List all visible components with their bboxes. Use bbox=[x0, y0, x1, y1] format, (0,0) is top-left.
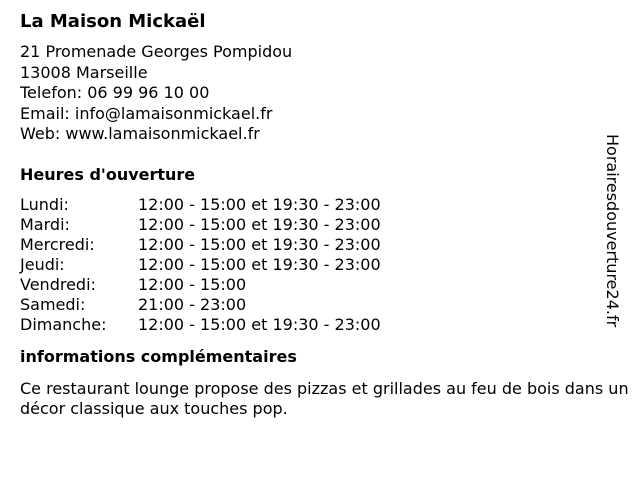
time-range: 21:00 - 23:00 bbox=[138, 294, 247, 314]
day-label: Dimanche: bbox=[20, 314, 107, 334]
hours-row-thursday bbox=[20, 255, 632, 275]
hours-row-sunday bbox=[20, 315, 632, 335]
opening-hours-table bbox=[20, 195, 632, 335]
day-label: Vendredi: bbox=[20, 274, 96, 294]
time-range: 12:00 - 15:00 et 19:30 - 23:00 bbox=[138, 194, 381, 214]
time-range: 12:00 - 15:00 et 19:30 - 23:00 bbox=[138, 254, 381, 274]
opening-hours-heading: Heures d'ouverture bbox=[20, 164, 196, 184]
contact-block bbox=[20, 42, 632, 145]
site-watermark: Horairesdouverture24.fr bbox=[603, 134, 622, 328]
hours-row-monday bbox=[20, 195, 632, 215]
time-range: 12:00 - 15:00 et 19:30 - 23:00 bbox=[138, 314, 381, 334]
website: Web: www.lamaisonmickael.fr bbox=[20, 124, 260, 143]
time-range: 12:00 - 15:00 bbox=[138, 274, 247, 294]
city-postcode: 13008 Marseille bbox=[20, 62, 148, 82]
business-card bbox=[20, 10, 632, 419]
time-range: 12:00 - 15:00 et 19:30 - 23:00 bbox=[138, 234, 381, 254]
day-label: Mardi: bbox=[20, 214, 70, 234]
day-label: Lundi: bbox=[20, 194, 69, 214]
email-address: Email: info@lamaisonmickael.fr bbox=[20, 103, 273, 123]
hours-row-wednesday bbox=[20, 235, 632, 255]
additional-info-text: Ce restaurant lounge propose des pizzas et grillades au feu de bois dans un décor classique aux touches pop. bbox=[20, 378, 629, 418]
hours-row-tuesday bbox=[20, 215, 632, 235]
phone-number: Telefon: 06 99 96 10 00 bbox=[20, 83, 210, 102]
day-label: Mercredi: bbox=[20, 234, 95, 254]
time-range: 12:00 - 15:00 et 19:30 - 23:00 bbox=[138, 214, 381, 234]
business-name: La Maison Mickaël bbox=[20, 11, 206, 32]
hours-row-saturday bbox=[20, 295, 632, 315]
hours-row-friday bbox=[20, 275, 632, 295]
additional-info-heading: informations complémentaires bbox=[20, 346, 297, 366]
street-address: 21 Promenade Georges Pompidou bbox=[20, 42, 293, 61]
day-label: Jeudi: bbox=[20, 254, 65, 274]
day-label: Samedi: bbox=[20, 294, 86, 314]
